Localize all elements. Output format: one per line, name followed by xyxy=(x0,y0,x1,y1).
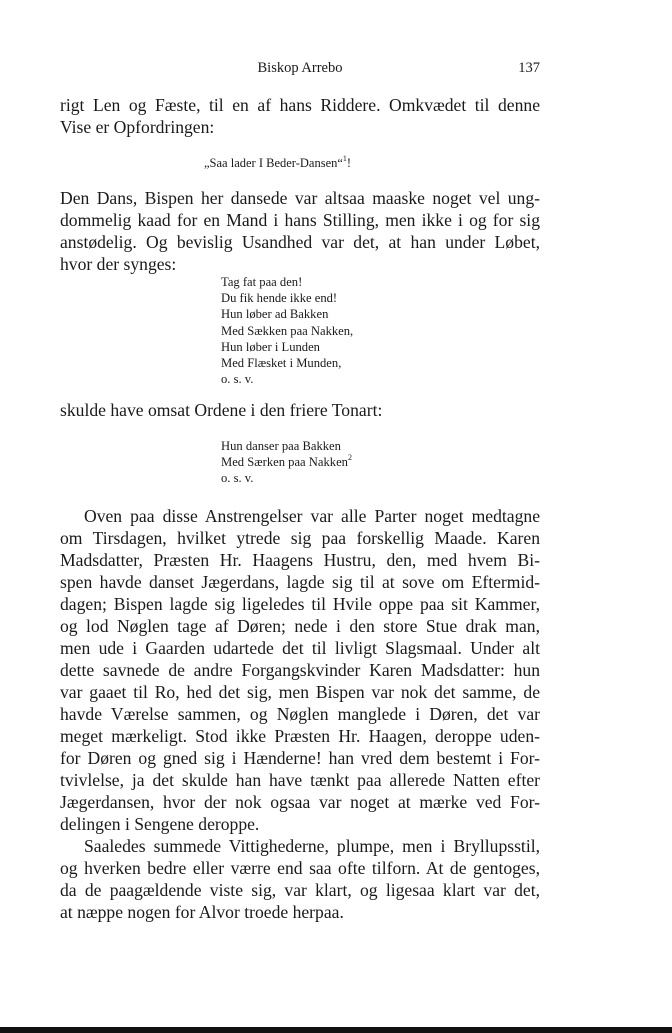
text-line: meget mærkeligt. Stod ikke Præsten Hr. Haagen, deroppe uden- xyxy=(60,726,540,746)
text-line: Den Dans, Bispen her dansede var altsaa maaske noget vel ung- xyxy=(60,188,540,208)
text-line: anstødelig. Og bevislig Usandhed var det, at han under Løbet, xyxy=(60,232,540,252)
verse-1 xyxy=(221,274,461,387)
text-line: skulde have omsat Ordene i den friere Tonart: xyxy=(60,400,383,420)
verse-line: Hun danser paa Bakken xyxy=(221,439,341,453)
text-line: var gaaet til Ro, hed det sig, men Bispen var nok det samme, de xyxy=(60,682,540,702)
refrain-quote xyxy=(204,156,351,171)
verse-line xyxy=(221,454,461,470)
text-line: Saaledes summede Vittighederne, plumpe, men i Bryllupsstil, xyxy=(84,836,540,856)
footnote-marker: 2 xyxy=(347,453,352,463)
text-line: Jægerdansen, hvor der nok ogsaa var noget at mærke ved For- xyxy=(60,792,540,812)
footnote-marker: 1 xyxy=(342,154,347,163)
paragraph-5 xyxy=(60,835,540,923)
verse-2 xyxy=(221,438,461,487)
text-line: dette savnede de andre Forgangskvinder Karen Madsdatter: hun xyxy=(60,660,540,680)
text-line: om Tirsdagen, hvilket ytrede sig paa forskellig Maade. Karen xyxy=(60,528,540,548)
verse-line: Du fik hende ikke end! xyxy=(221,291,338,306)
verse-line: Hun løber ad Bakken xyxy=(221,307,329,322)
page-number: 137 xyxy=(518,60,540,76)
scan-edge-bar xyxy=(0,1027,672,1033)
verse-line-text: Med Særken paa Nakken xyxy=(221,455,348,470)
verse-line: Med Flæsket i Munden, xyxy=(221,355,342,370)
paragraph-2 xyxy=(60,187,540,275)
text-line: delingen i Sengene deroppe. xyxy=(60,814,260,834)
text-line: tvivlelse, ja det skulde han have tænkt paa allerede Natten efter xyxy=(60,770,540,790)
text-line: Vise er Opfordringen: xyxy=(60,117,215,137)
text-line: hvor der synges: xyxy=(60,254,177,274)
running-head xyxy=(60,60,540,80)
text-line: da de paagældende viste sig, var klart, og ligesaa klart var det, xyxy=(60,880,540,900)
verse-line: Med Sækken paa Nakken, xyxy=(221,323,354,338)
verse-line: Hun løber i Lunden xyxy=(221,339,320,354)
paragraph-1 xyxy=(60,94,540,138)
text-line: rigt Len og Fæste, til en af hans Riddere. Omkvædet til denne xyxy=(60,95,540,115)
text-line: spen havde danset Jægerdans, lagde sig til at sove om Eftermid- xyxy=(60,572,540,592)
text-line: at næppe nogen for Alvor troede herpaa. xyxy=(60,902,344,922)
quote-end: ! xyxy=(346,156,352,170)
text-line: for Døren og gned sig i Hænderne! han vred dem bestemt i For- xyxy=(60,748,540,768)
text-line: og lod Nøglen tage af Døren; nede i den store Stue drak man, xyxy=(60,616,540,636)
text-line: dagen; Bispen lagde sig ligeledes til Hvile oppe paa sit Kammer, xyxy=(60,594,540,614)
paragraph-3 xyxy=(60,399,540,421)
text-line: havde Værelse sammen, og Nøglen manglede i Døren, det var xyxy=(60,704,540,724)
verse-line: Tag fat paa den! xyxy=(221,275,303,289)
running-title: Biskop Arrebo xyxy=(257,60,343,76)
text-line: og hverken bedre eller værre end saa ofte tilforn. At de gentoges, xyxy=(60,858,540,878)
text-line: dommelig kaad for en Mand i hans Stilling, men ikke i og for sig xyxy=(60,210,540,230)
verse-line: o. s. v. xyxy=(221,471,254,486)
text-line: men ude i Gaarden udartede det til livligt Slagsmaal. Under alt xyxy=(60,638,540,658)
text-line: Oven paa disse Anstrengelser var alle Parter noget medtagne xyxy=(84,506,540,526)
text-line: Madsdatter, Præsten Hr. Haagens Hustru, den, med hvem Bi- xyxy=(60,550,540,570)
quote-text: „Saa lader I Beder-Dansen“ xyxy=(204,156,343,170)
paragraph-4 xyxy=(60,505,540,835)
verse-line: o. s. v. xyxy=(221,372,254,387)
